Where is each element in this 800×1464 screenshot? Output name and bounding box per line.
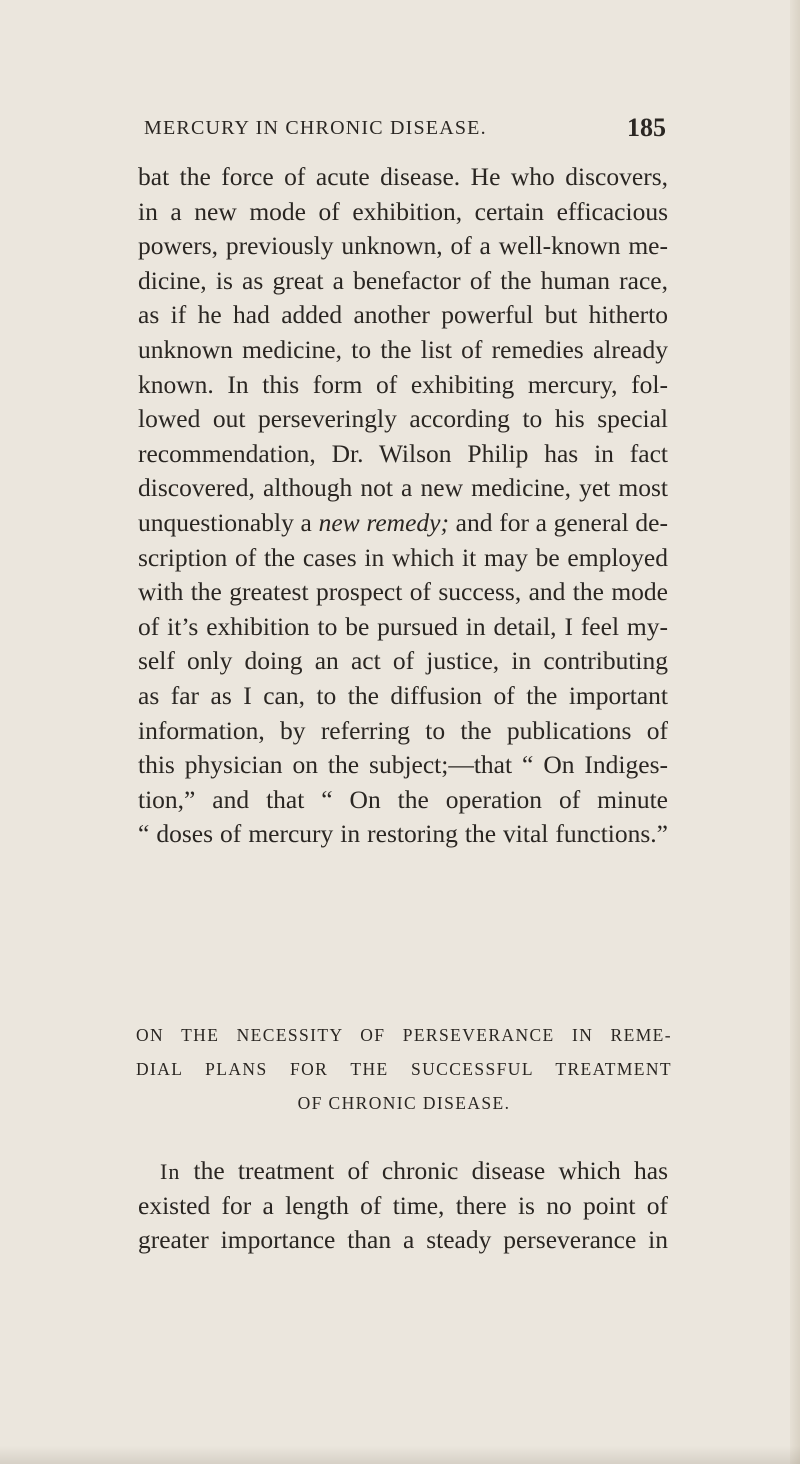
text-line: as if he had added another powerful but hitherto [138,300,668,330]
text-line: greater importance than a steady perseverance in [138,1225,668,1255]
text-line: dicine, is as great a benefactor of the human race, [138,265,668,295]
text-line: scription of the cases in which it may be employed [138,542,668,572]
text-line: of it’s exhibition to be pursued in detail, I feel my- [138,611,668,641]
text-line: recommendation, Dr. Wilson Philip has in fact [138,438,668,468]
text-fragment: and for a general de- [448,507,668,537]
text-line: with the greatest prospect of success, and the mode [138,577,668,607]
text-line: unknown medicine, to the list of remedies already [138,334,668,364]
text-line: information, by referring to the publications of [138,715,668,745]
text-line: “ doses of mercury in restoring the vital functions.” [138,819,668,849]
text-line: bat the force of acute disease. He who discovers, [138,162,668,191]
text-line-with-italic [138,506,668,541]
text-line: discovered, although not a new medicine, yet most [138,473,668,503]
text-line: tion,” and that “ On the operation of minute [138,784,668,814]
page-bottom-shadow [0,1446,800,1464]
initial-word: In [160,1159,181,1184]
text-line: powers, previously unknown, of a well-known me- [138,231,668,261]
text-line: lowed out perseveringly according to his special [138,404,668,434]
heading-line: ON THE NECESSITY OF PERSEVERANCE IN REME- [136,1025,672,1045]
text-line [138,1154,668,1189]
running-title: MERCURY IN CHRONIC DISEASE. [144,117,487,139]
text-line: in a new mode of exhibition, certain efficacious [138,196,668,226]
paragraph-second [138,1154,668,1258]
heading-line: DIAL PLANS FOR THE SUCCESSFUL TREATMENT [136,1059,672,1079]
page-edge [790,0,800,1464]
paragraph-main [138,160,668,852]
text-line: existed for a length of time, there is no point of [138,1190,668,1220]
italic-phrase: new remedy; [318,507,449,537]
text-line: known. In this form of exhibiting mercury, fol- [138,369,668,399]
page-number: 185 [627,113,666,142]
text-fragment: unquestionably a [138,507,319,537]
section-heading [136,1018,672,1120]
text-line: as far as I can, to the diffusion of the important [138,680,668,710]
text-fragment: the treatment of chronic disease which has [180,1156,668,1185]
text-line: self only doing an act of justice, in contributing [138,646,668,676]
running-head [130,113,666,147]
heading-line: OF CHRONIC DISEASE. [297,1093,511,1113]
text-line: this physician on the subject;—that “ On Indiges- [138,750,668,780]
